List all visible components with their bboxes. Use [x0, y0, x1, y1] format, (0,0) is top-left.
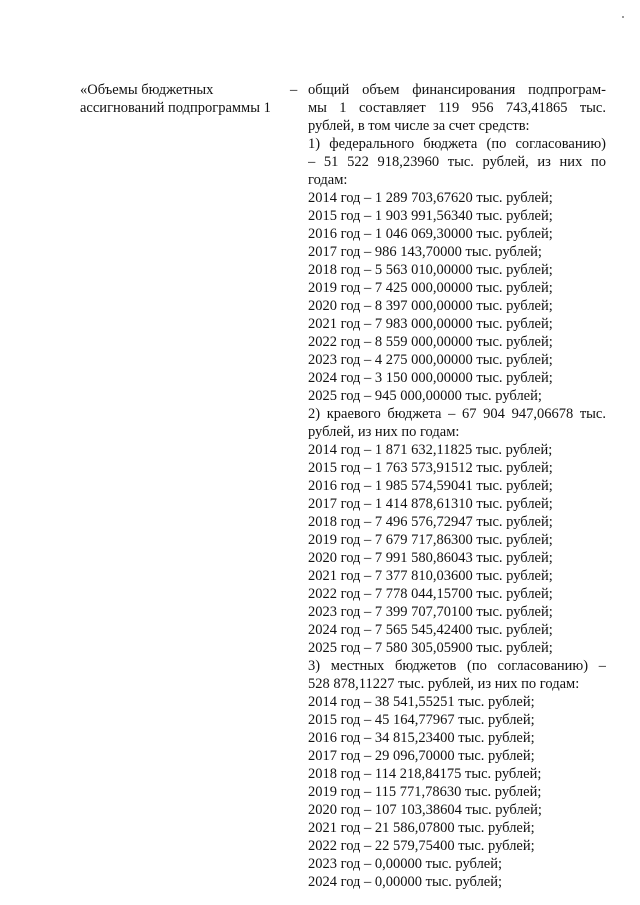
budget-detail-line: 2017 год – 29 096,70000 тыс. рублей; [308, 748, 535, 764]
budget-detail-line: 2024 год – 3 150 000,00000 тыс. рублей; [308, 370, 553, 386]
budget-detail-line: 2017 год – 1 414 878,61310 тыс. рублей; [308, 496, 553, 512]
budget-detail-line: 2022 год – 7 778 044,15700 тыс. рублей; [308, 586, 553, 602]
budget-detail-line: 2014 год – 1 871 632,11825 тыс. рублей; [308, 442, 553, 458]
budget-detail-line: – 51 522 918,23960 тыс. рублей, из них по [308, 154, 606, 170]
budget-detail-line: 2025 год – 945 000,00000 тыс. рублей; [308, 388, 542, 404]
budget-detail-line: 2) краевого бюджета – 67 904 947,06678 тыс. [308, 406, 606, 422]
budget-detail-line: 2019 год – 7 425 000,00000 тыс. рублей; [308, 280, 553, 296]
budget-detail-line: 2024 год – 7 565 545,42400 тыс. рублей; [308, 622, 553, 638]
budget-detail-line: 2023 год – 4 275 000,00000 тыс. рублей; [308, 352, 553, 368]
budget-detail-line: 2024 год – 0,00000 тыс. рублей; [308, 874, 503, 890]
budget-detail-line: мы 1 составляет 119 956 743,41865 тыс. [308, 100, 606, 116]
budget-detail-line: 2023 год – 0,00000 тыс. рублей; [308, 856, 503, 872]
budget-detail-line: 2020 год – 8 397 000,00000 тыс. рублей; [308, 298, 553, 314]
budget-detail-line: 2020 год – 107 103,38604 тыс. рублей; [308, 802, 542, 818]
budget-detail-line: 2021 год – 7 377 810,03600 тыс. рублей; [308, 568, 553, 584]
budget-detail-line: 2021 год – 21 586,07800 тыс. рублей; [308, 820, 535, 836]
budget-details [308, 81, 606, 891]
budget-detail-line: 2015 год – 1 903 991,56340 тыс. рублей; [308, 208, 553, 224]
budget-detail-line: рублей, из них по годам: [308, 424, 460, 440]
budget-detail-line: рублей, в том числе за счет средств: [308, 118, 530, 134]
budget-detail-line: 2014 год – 1 289 703,67620 тыс. рублей; [308, 190, 553, 206]
budget-detail-line: 2015 год – 1 763 573,91512 тыс. рублей; [308, 460, 553, 476]
budget-detail-line: 2025 год – 7 580 305,05900 тыс. рублей; [308, 640, 553, 656]
budget-label [80, 81, 280, 117]
budget-detail-line: 2018 год – 114 218,84175 тыс. рублей; [308, 766, 542, 782]
budget-detail-line: 2016 год – 1 046 069,30000 тыс. рублей; [308, 226, 553, 242]
budget-detail-line: 2019 год – 115 771,78630 тыс. рублей; [308, 784, 542, 800]
budget-detail-line: 2017 год – 986 143,70000 тыс. рублей; [308, 244, 542, 260]
scan-speck [622, 16, 624, 18]
budget-detail-line: 2018 год – 7 496 576,72947 тыс. рублей; [308, 514, 553, 530]
budget-detail-line: 2016 год – 1 985 574,59041 тыс. рублей; [308, 478, 553, 494]
budget-label-line-2: ассигнований подпрограммы 1 [80, 100, 271, 116]
budget-detail-line: 2021 год – 7 983 000,00000 тыс. рублей; [308, 316, 553, 332]
budget-detail-line: 2016 год – 34 815,23400 тыс. рублей; [308, 730, 535, 746]
budget-detail-line: 2014 год – 38 541,55251 тыс. рублей; [308, 694, 535, 710]
separator-dash: – [290, 82, 298, 98]
budget-detail-line: 2020 год – 7 991 580,86043 тыс. рублей; [308, 550, 553, 566]
budget-detail-line: 3) местных бюджетов (по согласованию) – [308, 658, 606, 674]
budget-detail-line: 528 878,11227 тыс. рублей, из них по годам: [308, 676, 580, 692]
budget-detail-line: 2018 год – 5 563 010,00000 тыс. рублей; [308, 262, 553, 278]
budget-detail-line: 2023 год – 7 399 707,70100 тыс. рублей; [308, 604, 553, 620]
budget-detail-line: 1) федерального бюджета (по согласованию) [308, 136, 606, 152]
budget-detail-line: годам: [308, 172, 348, 188]
budget-label-line-1: «Объемы бюджетных [80, 82, 214, 98]
budget-detail-line: 2022 год – 22 579,75400 тыс. рублей; [308, 838, 535, 854]
budget-detail-line: общий объем финансирования подпрограм- [308, 82, 606, 98]
budget-detail-line: 2022 год – 8 559 000,00000 тыс. рублей; [308, 334, 553, 350]
budget-detail-line: 2015 год – 45 164,77967 тыс. рублей; [308, 712, 535, 728]
budget-detail-line: 2019 год – 7 679 717,86300 тыс. рублей; [308, 532, 553, 548]
